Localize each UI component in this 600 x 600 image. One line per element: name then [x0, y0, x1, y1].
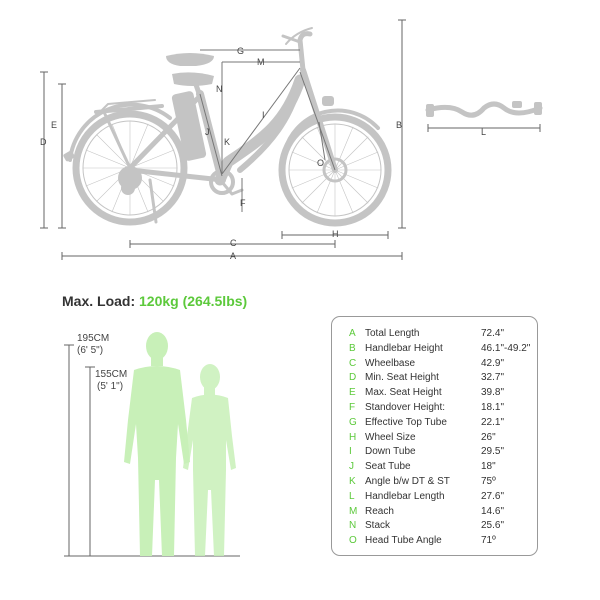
- spec-row: [332, 357, 539, 372]
- dim-label-e: E: [51, 120, 58, 130]
- spec-row: [332, 490, 539, 505]
- spec-name: Wheel Size: [365, 431, 416, 443]
- spec-row: [332, 416, 539, 431]
- spec-name: Total Length: [365, 328, 420, 339]
- dim-label-g: G: [237, 46, 245, 56]
- spec-letter: M: [349, 505, 358, 517]
- dim-label-j: J: [205, 127, 210, 137]
- dim-label-k: K: [224, 137, 231, 147]
- spec-value: 29.5": [481, 446, 505, 458]
- spec-value: 39.8": [481, 387, 505, 399]
- spec-value: 18.1": [481, 402, 505, 413]
- spec-value: 27.6": [481, 490, 505, 502]
- spec-letter: H: [349, 431, 357, 443]
- dim-label-i: I: [262, 110, 265, 120]
- spec-letter: E: [349, 387, 356, 399]
- handlebar-stem: [283, 28, 312, 70]
- spec-name: Down Tube: [365, 446, 416, 458]
- seat: [166, 53, 214, 96]
- spec-letter: D: [349, 372, 357, 384]
- spec-name: Seat Tube: [365, 461, 411, 473]
- spec-row: [332, 505, 539, 520]
- spec-name: Max. Seat Height: [365, 387, 442, 399]
- spec-table: [331, 316, 538, 556]
- dim-label-h: H: [332, 229, 339, 239]
- spec-row: [332, 401, 539, 416]
- short-person-silhouette: [183, 364, 236, 556]
- spec-value: 18": [481, 461, 496, 473]
- spec-row: [332, 327, 539, 342]
- dim-label-o: O: [317, 158, 325, 168]
- spec-letter: N: [349, 520, 357, 532]
- spec-name: Head Tube Angle: [365, 535, 442, 547]
- spec-row: [332, 342, 539, 357]
- spec-name: Wheelbase: [365, 357, 416, 369]
- spec-row: [332, 534, 539, 549]
- spec-value: 42.9": [481, 357, 505, 369]
- spec-name: Standover Height:: [365, 402, 446, 413]
- spec-value: 14.6": [481, 505, 505, 517]
- spec-value: 26": [481, 431, 496, 443]
- spec-name: Min. Seat Height: [365, 372, 439, 384]
- spec-letter: I: [349, 446, 352, 458]
- spec-name: Handlebar Length: [365, 490, 445, 502]
- dim-label-m: M: [257, 57, 265, 67]
- tall-height-ft: (6' 5"): [77, 345, 104, 356]
- max-load-value: 120kg (264.5lbs): [139, 293, 248, 309]
- spec-letter: F: [349, 402, 356, 413]
- dim-label-b: B: [396, 120, 403, 130]
- spec-letter: B: [349, 342, 356, 354]
- spec-row: [332, 371, 539, 386]
- spec-row: [332, 445, 539, 460]
- spec-row: [332, 475, 539, 490]
- spec-name: Handlebar Height: [365, 342, 443, 354]
- dim-label-f: F: [240, 198, 246, 208]
- bike-illustration: [63, 28, 388, 223]
- dim-label-d: D: [40, 137, 47, 147]
- spec-row: [332, 519, 539, 534]
- spec-value: 25.6": [481, 520, 505, 532]
- spec-row: [332, 386, 539, 401]
- spec-name: Reach: [365, 505, 394, 517]
- short-height-cm: 155CM: [95, 369, 128, 380]
- spec-letter: J: [349, 461, 354, 473]
- dim-label-c: C: [230, 238, 237, 248]
- spec-row: [332, 431, 539, 446]
- spec-letter: G: [349, 416, 357, 428]
- spec-letter: L: [349, 490, 355, 502]
- spec-letter: O: [349, 535, 357, 547]
- spec-name: Angle b/w DT & ST: [365, 476, 450, 487]
- max-load-label: Max. Load:: [62, 293, 136, 309]
- tall-height-cm: 195CM: [77, 333, 110, 344]
- human-silhouettes: [124, 332, 236, 556]
- dim-label-a: A: [230, 251, 237, 261]
- spec-name: Effective Top Tube: [365, 416, 447, 428]
- spec-row: [332, 460, 539, 475]
- spec-letter: C: [349, 357, 357, 369]
- tall-person-silhouette: [124, 332, 190, 556]
- spec-letter: K: [349, 476, 356, 487]
- spec-value: 71º: [481, 535, 496, 547]
- spec-value: 75º: [481, 476, 496, 487]
- dim-label-l: L: [481, 127, 487, 137]
- spec-value: 46.1"-49.2": [481, 342, 531, 354]
- spec-letter: A: [349, 328, 356, 339]
- max-load: [62, 293, 247, 309]
- spec-value: 72.4": [481, 328, 505, 339]
- dim-label-n: N: [216, 84, 223, 94]
- handlebar-top-view: [426, 101, 542, 117]
- dimension-letter-labels: [40, 46, 486, 261]
- spec-name: Stack: [365, 520, 391, 532]
- short-height-ft: (5' 1"): [97, 381, 124, 392]
- spec-value: 32.7": [481, 372, 505, 384]
- spec-value: 22.1": [481, 416, 505, 428]
